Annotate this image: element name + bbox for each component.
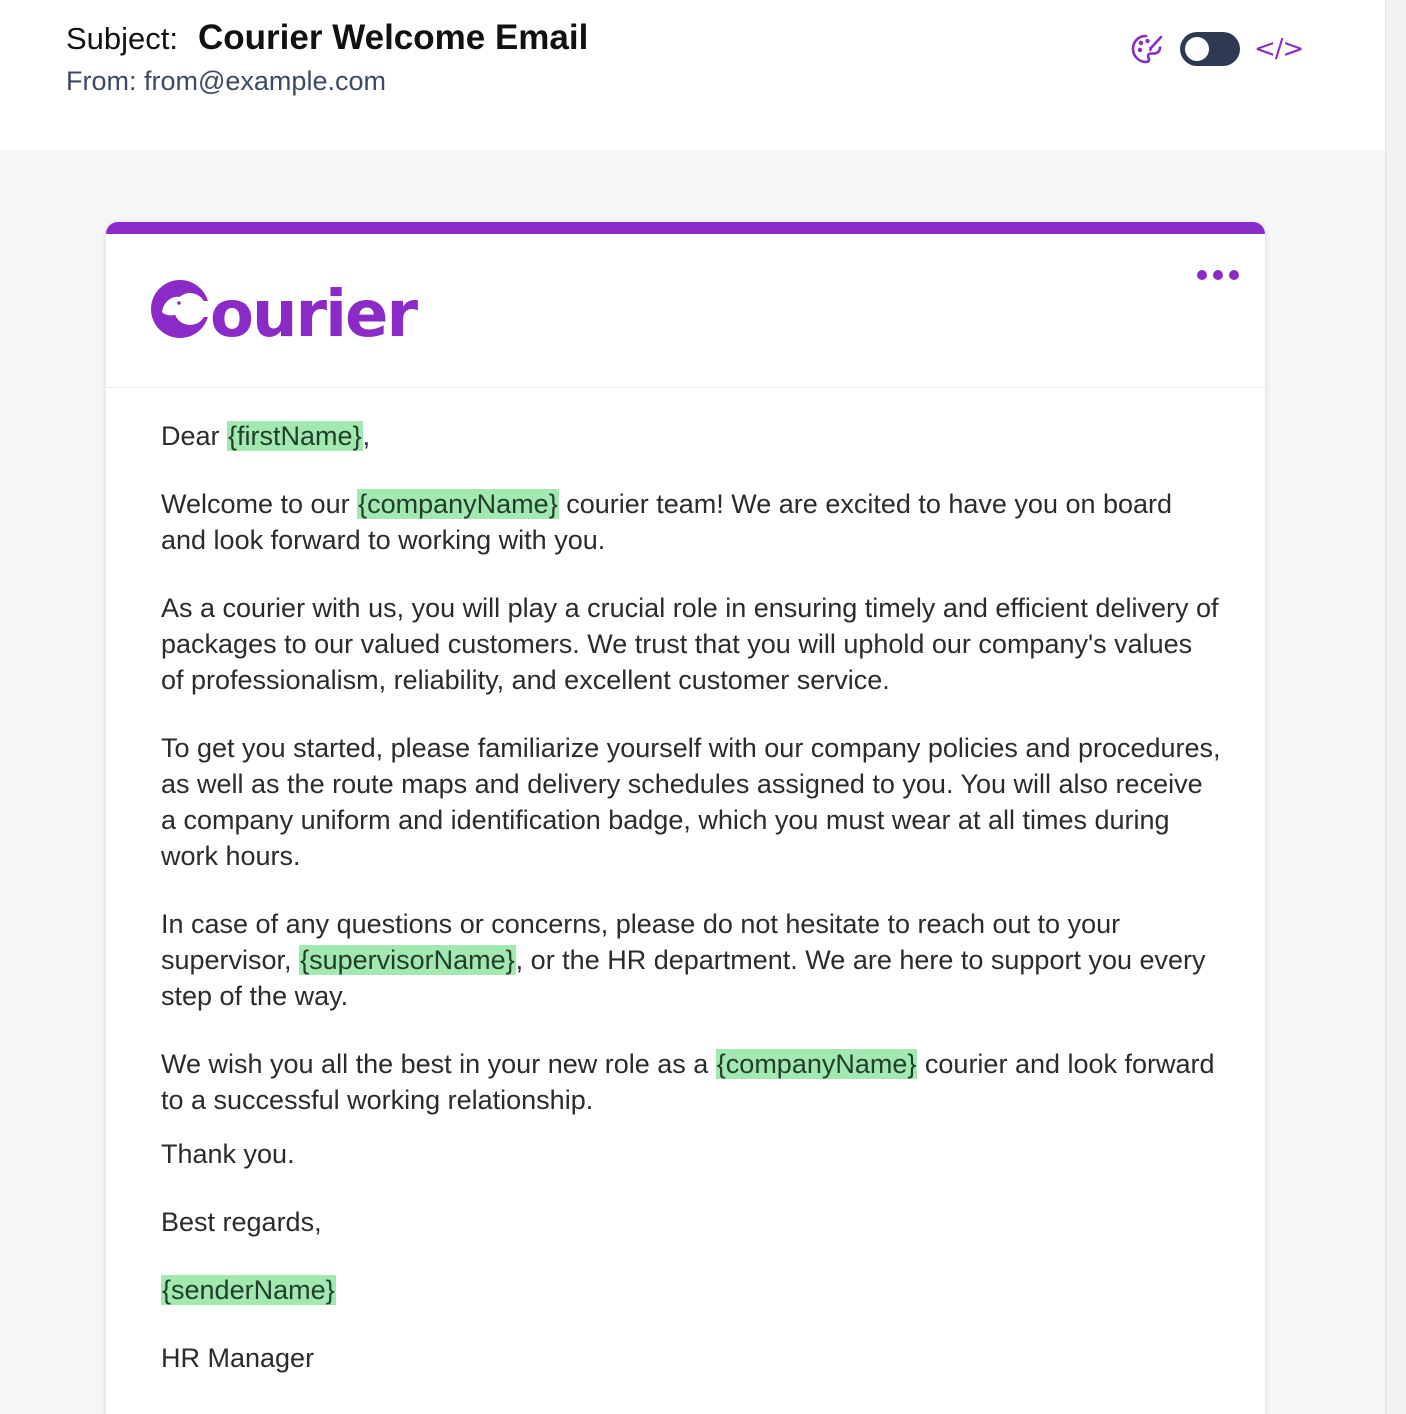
email-body[interactable] bbox=[161, 418, 1221, 1408]
preview-canvas bbox=[0, 150, 1385, 1414]
paragraph-welcome bbox=[161, 486, 1221, 558]
subject-row bbox=[66, 18, 588, 58]
p1-pre: Welcome to our bbox=[161, 489, 358, 519]
scrollbar[interactable] bbox=[1385, 0, 1406, 1414]
p5-post: courier and look forward to a successful working relationship. bbox=[161, 1049, 1215, 1115]
sender-line bbox=[161, 1272, 1221, 1308]
from-address: From: from@example.com bbox=[66, 66, 386, 96]
code-icon[interactable]: </> bbox=[1254, 34, 1304, 64]
email-header bbox=[0, 0, 1385, 150]
dot bbox=[1213, 270, 1223, 280]
toggle-knob bbox=[1185, 37, 1209, 61]
thanks-line: Thank you. bbox=[161, 1139, 295, 1169]
paragraph-questions bbox=[161, 906, 1221, 1014]
toolbar bbox=[1130, 32, 1303, 66]
greeting-comma: , bbox=[362, 421, 371, 451]
email-card bbox=[106, 222, 1265, 1414]
greeting bbox=[161, 418, 1221, 454]
p4-pre: In case of any questions or concerns, please do not hesitate to reach out to your supervisor, bbox=[161, 909, 1121, 975]
dot bbox=[1229, 270, 1239, 280]
variable-firstName[interactable]: {firstName} bbox=[228, 421, 362, 451]
svg-text:ourier: ourier bbox=[210, 278, 416, 344]
greeting-text: Dear bbox=[161, 421, 228, 451]
variable-companyName[interactable]: {companyName} bbox=[716, 1049, 917, 1079]
paragraph-wishes bbox=[161, 1046, 1221, 1118]
dot bbox=[1197, 270, 1207, 280]
paragraph-getting-started: To get you started, please familiarize yourself with our company policies and procedures, as well as the route maps and delivery schedules assigned to you. You will also receive a company uniform and identification badge, which you must wear at all times during work hours. bbox=[161, 733, 1221, 871]
email-brand-header bbox=[106, 234, 1265, 388]
subject-label: Subject: bbox=[66, 21, 179, 56]
p5-pre: We wish you all the best in your new role as a bbox=[161, 1049, 716, 1079]
brand-color-bar bbox=[106, 222, 1265, 234]
palette-icon[interactable] bbox=[1130, 32, 1164, 66]
variable-supervisorName[interactable]: {supervisorName} bbox=[300, 945, 515, 975]
variable-senderName[interactable]: {senderName} bbox=[162, 1275, 335, 1305]
more-options-icon[interactable] bbox=[1191, 270, 1239, 280]
courier-logo[interactable] bbox=[148, 274, 428, 344]
subject-title[interactable]: Courier Welcome Email bbox=[198, 18, 589, 57]
variable-companyName[interactable]: {companyName} bbox=[358, 489, 558, 519]
paragraph-role: As a courier with us, you will play a crucial role in ensuring timely and efficient delivery of packages to our valued customers. We trust that you will uphold our company's values of professionalism, reliability, and excellent customer service. bbox=[161, 593, 1219, 695]
p1-post: courier team! We are excited to have you on board and look forward to working with you. bbox=[161, 489, 1173, 555]
preview-toggle[interactable] bbox=[1180, 32, 1240, 66]
p4-post: , or the HR department. We are here to support you every step of the way. bbox=[161, 945, 1206, 1011]
regards-line: Best regards, bbox=[161, 1207, 322, 1237]
role-line: HR Manager bbox=[161, 1343, 315, 1373]
